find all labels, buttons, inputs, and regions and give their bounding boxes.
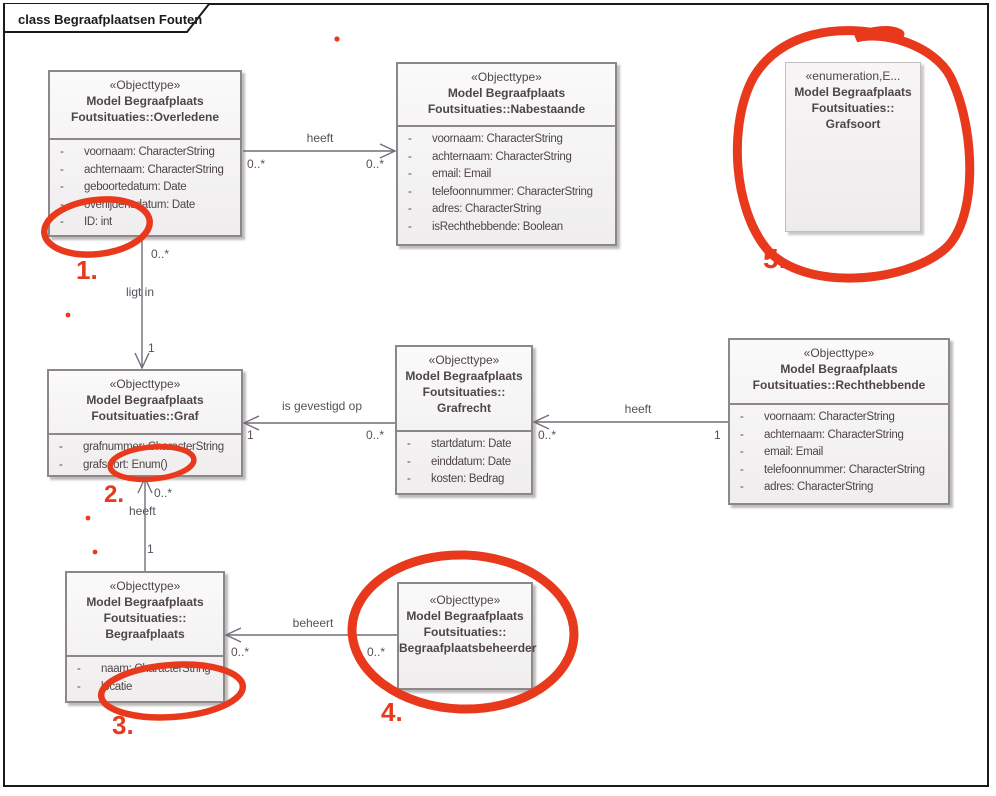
stereotype: «Objecttype» (109, 579, 181, 593)
assoc-mult: 0..* (366, 157, 385, 171)
visibility-marker: - (59, 458, 63, 471)
visibility-marker: - (740, 428, 744, 441)
attribute-text: email: Email (432, 168, 492, 180)
class-name-line: Model Begraafplaats (406, 609, 524, 623)
class-name-line: Foutsituaties::Overledene (70, 110, 220, 124)
assoc-label-is-gevestigd-op: is gevestigd op (281, 399, 363, 413)
attribute-row[interactable] (397, 454, 531, 472)
attribute-row[interactable] (50, 179, 240, 197)
annotation-number-3: 3. (112, 710, 134, 740)
attribute-text: achternaam: CharacterString (84, 163, 224, 176)
visibility-marker: - (60, 163, 64, 176)
attribute-row[interactable] (50, 197, 240, 215)
assoc-label-beheert: beheert (292, 616, 334, 630)
stereotype: «Objecttype» (109, 78, 181, 92)
visibility-marker: - (77, 663, 81, 675)
annotation-number-5: 5. (763, 243, 787, 274)
class-name-line: Foutsituaties:: (422, 385, 506, 399)
attribute-row[interactable] (49, 457, 241, 475)
visibility-marker: - (408, 203, 412, 215)
visibility-marker: - (740, 411, 744, 423)
stereotype: «enumeration,E... (805, 69, 901, 83)
attribute-text: grafsoort: Enum() (83, 458, 168, 471)
class-name-line: Foutsituaties:: (811, 101, 895, 115)
visibility-marker: - (740, 446, 744, 458)
class-name-line: Foutsituaties:: (103, 611, 187, 625)
attribute-row[interactable] (730, 479, 948, 497)
attribute-row[interactable] (398, 149, 615, 167)
attribute-row[interactable] (398, 166, 615, 184)
assoc-mult: 0..* (367, 645, 386, 659)
visibility-marker: - (408, 150, 412, 163)
diagram-title-tab (3, 3, 215, 35)
attribute-text: adres: CharacterString (432, 203, 542, 215)
attribute-text: achternaam: CharacterString (432, 150, 572, 163)
class-name-line: Model Begraafplaats (86, 393, 204, 407)
attribute-row[interactable] (50, 214, 240, 232)
attribute-text: startdatum: Date (431, 438, 512, 450)
assoc-mult: 1 (247, 428, 254, 442)
attribute-row[interactable] (730, 444, 948, 462)
assoc-mult: 0..* (247, 157, 266, 171)
attribute-row[interactable] (397, 436, 531, 454)
assoc-mult: 0..* (231, 645, 250, 659)
annotation-number-2: 2. (104, 481, 125, 508)
attribute-row[interactable] (730, 462, 948, 480)
class-name-line: Foutsituaties::Rechthebbende (752, 378, 926, 392)
class-name-line: Model Begraafplaats (405, 369, 523, 383)
attribute-row[interactable] (398, 131, 615, 149)
assoc-mult: 1 (147, 542, 154, 556)
attribute-row[interactable] (398, 201, 615, 219)
visibility-marker: - (59, 441, 63, 453)
visibility-marker: - (60, 146, 64, 158)
attribute-text: grafnummer: CharacterString (83, 441, 224, 453)
attribute-text: telefoonnummer: CharacterString (432, 185, 593, 198)
annotation-number-1: 1. (76, 255, 98, 285)
assoc-label-heeft-rechthebbende-grafrecht: heeft (624, 402, 652, 416)
class-begraafplaatsbeheerder[interactable] (397, 582, 537, 690)
stereotype: «Objecttype» (429, 593, 501, 607)
attribute-row[interactable] (67, 679, 223, 697)
class-nabestaande[interactable] (396, 62, 617, 246)
stereotype: «Objecttype» (471, 70, 542, 84)
class-name-line: Grafsoort (825, 117, 881, 131)
class-grafrecht[interactable] (395, 345, 533, 495)
attribute-text: voornaam: CharacterString (432, 133, 563, 145)
assoc-mult: 0..* (154, 486, 173, 500)
class-name-line: Model Begraafplaats (86, 94, 204, 108)
attribute-text: overlijdensdatum: Date (84, 198, 196, 211)
visibility-marker: - (60, 216, 64, 228)
diagram-title: class Begraafplaatsen Fouten (18, 12, 203, 27)
attribute-text: locatie (101, 680, 133, 693)
class-overledene[interactable] (48, 70, 242, 237)
attribute-text: isRechthebbende: Boolean (432, 220, 563, 233)
class-name-line: Model Begraafplaats (447, 86, 566, 100)
attribute-text: adres: CharacterString (764, 481, 874, 493)
class-name-line: Grafrecht (436, 401, 492, 415)
attribute-row[interactable] (67, 661, 223, 679)
attribute-text: email: Email (764, 446, 824, 458)
stereotype: «Objecttype» (428, 353, 500, 367)
attribute-text: naam: CharacterString (101, 663, 211, 675)
visibility-marker: - (408, 220, 412, 233)
attribute-text: voornaam: CharacterString (764, 411, 895, 423)
attribute-text: geboortedatum: Date (84, 181, 187, 193)
visibility-marker: - (60, 198, 64, 211)
attribute-text: einddatum: Date (431, 455, 511, 468)
assoc-mult: 1 (148, 341, 155, 355)
class-begraafplaats[interactable] (65, 571, 225, 703)
assoc-mult: 1 (714, 428, 721, 442)
visibility-marker: - (60, 181, 64, 193)
stereotype: «Objecttype» (109, 377, 181, 391)
attribute-row[interactable] (730, 409, 948, 427)
attribute-text: achternaam: CharacterString (764, 428, 904, 441)
class-name-line: Model Begraafplaats (86, 595, 204, 609)
attribute-text: voornaam: CharacterString (84, 146, 215, 158)
visibility-marker: - (408, 168, 412, 180)
visibility-marker: - (407, 455, 411, 468)
attribute-row[interactable] (49, 439, 241, 457)
class-name-line: Model Begraafplaats (794, 85, 912, 99)
class-rechthebbende[interactable] (728, 338, 950, 505)
class-graf[interactable] (47, 369, 243, 477)
attribute-row[interactable] (398, 184, 615, 202)
class-name-line: Foutsituaties:: (423, 625, 507, 639)
attribute-text: telefoonnummer: CharacterString (764, 463, 925, 476)
class-name-line: Foutsituaties::Nabestaande (427, 102, 586, 116)
class-name-line: Foutsituaties::Graf (91, 409, 199, 423)
class-name-line: Begraafplaats (105, 627, 185, 641)
assoc-label-ligt-in: ligt in (126, 285, 155, 299)
visibility-marker: - (740, 481, 744, 493)
annotation-number-4: 4. (381, 697, 403, 727)
assoc-label-heeft-graf-begraafplaats: heeft (129, 504, 156, 518)
visibility-marker: - (740, 463, 744, 476)
class-grafsoort-enum[interactable] (785, 62, 921, 232)
visibility-marker: - (407, 473, 411, 485)
class-name-line: Begraafplaatsbeheerder (399, 641, 537, 655)
visibility-marker: - (408, 185, 412, 198)
attribute-text: kosten: Bedrag (431, 473, 505, 485)
attribute-row[interactable] (730, 427, 948, 445)
class-name-line: Model Begraafplaats (780, 362, 898, 376)
visibility-marker: - (77, 680, 81, 693)
visibility-marker: - (407, 438, 411, 450)
assoc-mult: 0..* (151, 247, 170, 261)
stereotype: «Objecttype» (803, 346, 875, 360)
attribute-row[interactable] (50, 144, 240, 162)
assoc-mult: 0..* (366, 428, 385, 442)
attribute-row[interactable] (398, 219, 615, 237)
attribute-row[interactable] (50, 162, 240, 180)
visibility-marker: - (408, 133, 412, 145)
attribute-row[interactable] (397, 471, 531, 489)
attribute-text: ID: int (84, 216, 112, 228)
assoc-label-heeft-overledene-nabestaande: heeft (306, 131, 334, 145)
assoc-mult: 0..* (538, 428, 557, 442)
